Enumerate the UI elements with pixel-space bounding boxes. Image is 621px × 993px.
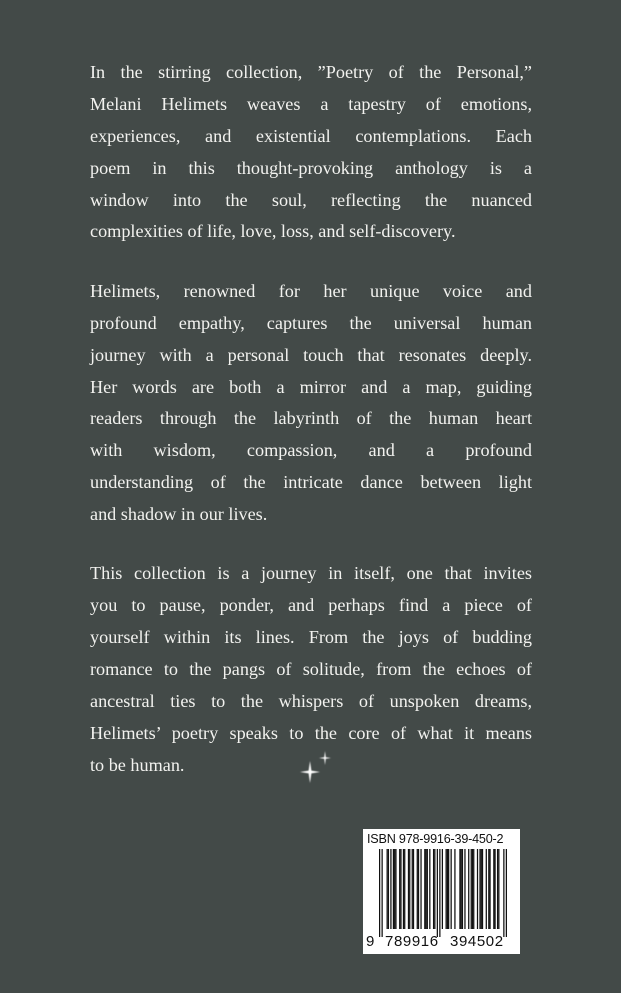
- barcode-bar: [413, 849, 414, 929]
- barcode-bar: [382, 849, 383, 937]
- barcode-bar: [442, 849, 443, 929]
- blurb-line: to be human.: [90, 754, 185, 775]
- blurb-line: and shadow in our lives.: [90, 504, 268, 525]
- barcode-bar: [403, 849, 404, 929]
- barcode-bar: [477, 849, 478, 929]
- barcode-bar: [434, 849, 435, 929]
- barcode-bar: [448, 849, 449, 929]
- barcode-bar: [420, 849, 421, 929]
- barcode-bar: [464, 849, 465, 929]
- blurb-line: complexities of life, love, loss, and self-discovery.: [90, 221, 456, 242]
- isbn-barcode: [363, 829, 520, 954]
- barcode-bar: [446, 849, 447, 929]
- barcode-bar: [454, 849, 455, 929]
- barcode-digit-first: 9: [366, 933, 375, 950]
- blurb-paragraph: [90, 276, 532, 531]
- blurb-line: experiences, and existential contemplations. Each: [90, 125, 532, 146]
- barcode-bar: [461, 849, 462, 929]
- barcode-bar: [471, 849, 472, 929]
- back-cover-blurb: [90, 57, 532, 809]
- isbn-label: ISBN 978-9916-39-450-2: [367, 832, 504, 846]
- barcode-bar: [400, 849, 401, 929]
- blurb-line: window into the soul, reflecting the nuanced: [90, 189, 532, 210]
- barcode-bar: [498, 849, 499, 929]
- barcode-bars: [379, 849, 507, 937]
- barcode-bar: [488, 849, 489, 929]
- barcode-bar: [439, 849, 440, 937]
- barcode-bar: [404, 849, 405, 929]
- barcode-bar: [388, 849, 389, 929]
- blurb-line: romance to the pangs of solitude, from the echoes of: [90, 659, 532, 680]
- sparkle-icon: [296, 745, 336, 785]
- barcode-bar: [482, 849, 483, 929]
- blurb-line: understanding of the intricate dance between light: [90, 472, 532, 493]
- barcode-bar: [394, 849, 395, 929]
- barcode-bar: [472, 849, 473, 929]
- barcode-bar: [408, 849, 409, 929]
- barcode-bar: [451, 849, 452, 929]
- barcode-bar: [427, 849, 428, 929]
- barcode-bar: [424, 849, 425, 929]
- barcode-bar: [462, 849, 463, 929]
- barcode-bar: [494, 849, 495, 929]
- blurb-line: poem in this thought-provoking anthology is a: [90, 157, 532, 178]
- blurb-line: Her words are both a mirror and a map, guiding: [90, 376, 532, 397]
- barcode-bar: [412, 849, 413, 929]
- barcode-bar: [409, 849, 410, 929]
- barcode-bar: [468, 849, 469, 929]
- barcode-bar: [493, 849, 494, 929]
- barcode-bar: [379, 849, 380, 937]
- barcode-bar: [390, 849, 391, 929]
- barcode-bar: [497, 849, 498, 929]
- blurb-line: ancestral ties to the whispers of unspoken dreams,: [90, 691, 532, 712]
- barcode-bar: [489, 849, 490, 929]
- blurb-line: Helimets, renowned for her unique voice and: [90, 280, 532, 301]
- blurb-line: you to pause, ponder, and perhaps find a piece of: [90, 595, 532, 616]
- barcode-bar: [459, 849, 460, 929]
- barcode-digits-left: 789916: [385, 933, 439, 950]
- barcode-bar: [387, 849, 388, 929]
- barcode-bar: [425, 849, 426, 929]
- barcode-bar: [429, 849, 430, 929]
- barcode-bar: [486, 849, 487, 929]
- barcode-bar: [399, 849, 400, 929]
- barcode-bar: [433, 849, 434, 929]
- blurb-line: yourself within its lines. From the joys of budding: [90, 627, 532, 648]
- barcode-bar: [506, 849, 507, 937]
- blurb-line: with wisdom, compassion, and a profound: [90, 440, 532, 461]
- blurb-line: readers through the labyrinth of the human heart: [90, 408, 532, 429]
- blurb-line: In the stirring collection, ”Poetry of the Personal,”: [90, 62, 532, 82]
- blurb-line: Helimets’ poetry speaks to the core of what it means: [90, 722, 532, 743]
- barcode-bar: [418, 849, 419, 929]
- barcode-digits-right: 394502: [450, 933, 504, 950]
- barcode-bar: [481, 849, 482, 929]
- blurb-line: This collection is a journey in itself, one that invites: [90, 563, 532, 584]
- barcode-bar: [473, 849, 474, 929]
- blurb-paragraph: [90, 57, 532, 248]
- barcode-bar: [395, 849, 396, 929]
- barcode-bar: [417, 849, 418, 929]
- blurb-line: Melani Helimets weaves a tapestry of emotions,: [90, 93, 532, 114]
- barcode-bar: [437, 849, 438, 937]
- barcode-bar: [447, 849, 448, 929]
- barcode-bar: [503, 849, 504, 937]
- blurb-line: profound empathy, captures the universal human: [90, 312, 532, 333]
- blurb-line: journey with a personal touch that resonates deeply.: [90, 344, 532, 365]
- barcode-bar: [393, 849, 394, 929]
- barcode-bar: [479, 849, 480, 929]
